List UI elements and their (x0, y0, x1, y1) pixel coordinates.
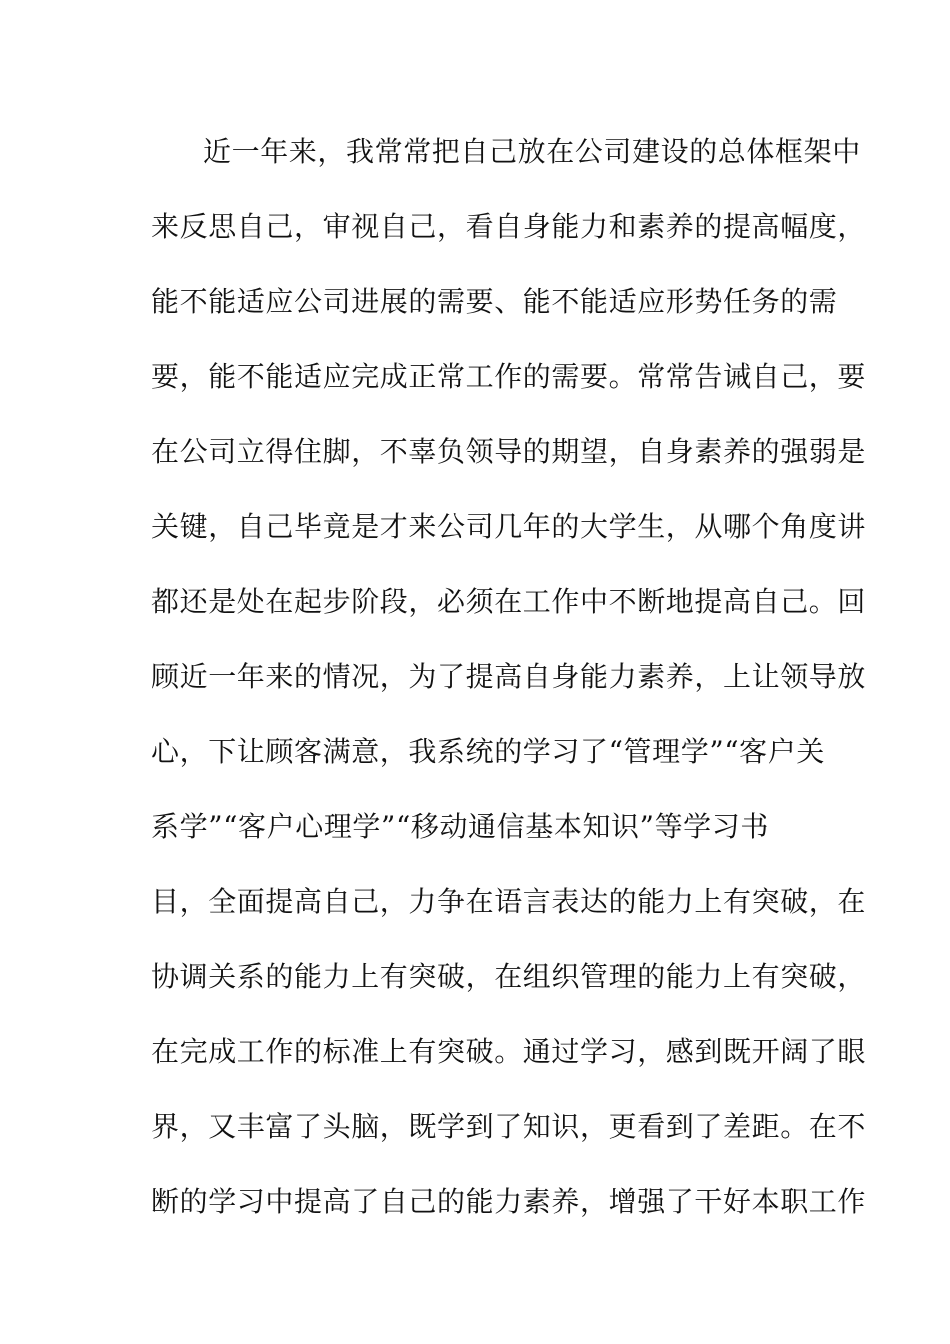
paragraph-line: 关键，自己毕竟是才来公司几年的大学生，从哪个角度讲 (151, 510, 867, 543)
paragraph-line: 界，又丰富了头脑，既学到了知识，更看到了差距。在不 (151, 1110, 867, 1143)
paragraph-line: 心，下让顾客满意，我系统的学习了“管理学”“客户关 (151, 735, 825, 768)
paragraph-line: 近一年来，我常常把自己放在公司建设的总体框架中 (203, 135, 861, 168)
body-paragraph (151, 128, 867, 1253)
paragraph-line: 目，全面提高自己，力争在语言表达的能力上有突破，在 (151, 885, 867, 918)
paragraph-line: 协调关系的能力上有突破，在组织管理的能力上有突破， (151, 960, 867, 993)
paragraph-line: 顾近一年来的情况，为了提高自身能力素养，上让领导放 (151, 660, 867, 693)
paragraph-line: 断的学习中提高了自己的能力素养，增强了干好本职工作 (151, 1185, 867, 1218)
paragraph-line: 都还是处在起步阶段，必须在工作中不断地提高自己。回 (151, 585, 867, 618)
paragraph-line: 要，能不能适应完成正常工作的需要。常常告诫自己，要 (151, 360, 867, 393)
paragraph-line: 系学”“客户心理学”“移动通信基本知识”等学习书 (151, 810, 769, 843)
paragraph-line: 能不能适应公司进展的需要、能不能适应形势任务的需 (151, 285, 838, 318)
paragraph-line: 在完成工作的标准上有突破。通过学习，感到既开阔了眼 (151, 1035, 867, 1068)
paragraph-line: 来反思自己，审视自己，看自身能力和素养的提高幅度， (151, 210, 867, 243)
paragraph-line: 在公司立得住脚，不辜负领导的期望，自身素养的强弱是 (151, 435, 867, 468)
